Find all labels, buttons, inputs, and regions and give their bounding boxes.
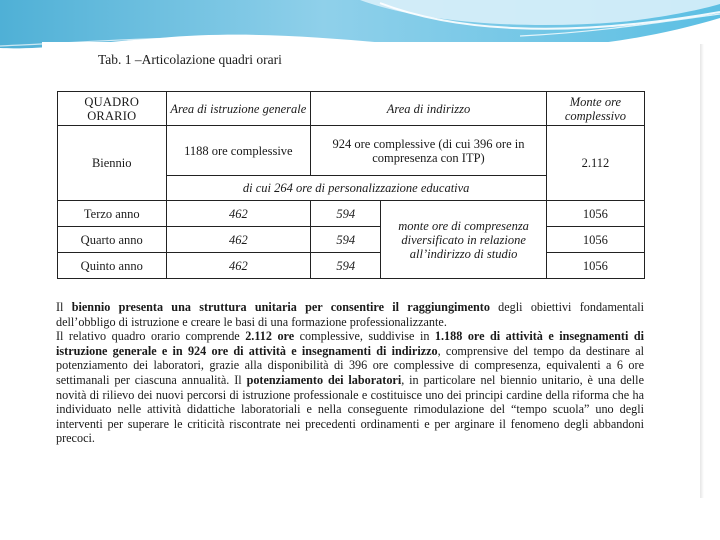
header-area-generale: Area di istruzione generale [166, 92, 311, 126]
quadri-orari-table [57, 91, 645, 279]
bold-span: 2.112 ore [245, 329, 295, 344]
terzo-monte: 1056 [546, 201, 644, 227]
bold-span: biennio presenta una struttura unitaria per consentire il raggiungimento [71, 300, 490, 314]
text-span: complessive, suddivise in [294, 329, 435, 344]
biennio-generale: 1188 ore complessive [166, 126, 311, 176]
quinto-generale: 462 [166, 253, 311, 279]
body-text [56, 300, 644, 446]
quarto-indirizzo: 594 [311, 227, 381, 253]
text-span: Il [56, 300, 72, 314]
text-span: degli obiettivi fondamentali dell’obbligo di istruzione e creare le basi di una formazione professionalizzante. [56, 300, 644, 329]
quinto-indirizzo: 594 [311, 253, 381, 279]
text-span: , in particolare nel biennio unitario, è una delle novità di rilievo dei nuovi percorsi di istruzione professionale e costituisce uno dei principi cardine della riforma che ha individuato nelle attività didattiche laboratoriali e nella conseguente rimodulazione del “tempo scuola” uno degli interventi per superare le criticità riscontrate nei precedenti ordinamenti e per arginare il fenomeno degli abbandoni precoci. [56, 372, 644, 446]
biennio-indirizzo: 924 ore complessive (di cui 396 ore in compresenza con ITP) [311, 126, 547, 176]
header-area-indirizzo: Area di indirizzo [311, 92, 547, 126]
page-shadow [700, 44, 704, 498]
biennio-personalizzazione: di cui 264 ore di personalizzazione educativa [166, 176, 546, 201]
row-label-quinto: Quinto anno [58, 253, 167, 279]
table-row-biennio [58, 126, 645, 176]
quarto-generale: 462 [166, 227, 311, 253]
bold-span: 1.188 ore di attività e insegnamenti di istruzione generale e in 924 ore di attività e insegnamenti di indirizzo [56, 329, 644, 358]
paragraph-biennio [56, 300, 644, 329]
table-row [58, 201, 645, 227]
note-compresenza: monte ore di compresenza diversificato in relazione all’indirizzo di studio [381, 201, 546, 279]
document-page [42, 42, 700, 498]
text-span: Il relativo quadro orario comprende [56, 329, 246, 344]
biennio-monte: 2.112 [546, 126, 644, 201]
terzo-generale: 462 [166, 201, 311, 227]
table-title: Tab. 1 –Articolazione quadri orari [98, 52, 282, 67]
text-span: , comprensive del tempo da destinare al potenziamento dei laboratori, grazie alla disponibilità di 396 ore complessive di compresenza, equivalenti a 6 ore settimanali per ciascuna annualità. Il [56, 343, 644, 387]
table-header-row [58, 92, 645, 126]
table-row [58, 253, 645, 279]
row-label-quarto: Quarto anno [58, 227, 167, 253]
row-label-terzo: Terzo anno [58, 201, 167, 227]
header-monte-ore: Monte ore complessivo [546, 92, 644, 126]
terzo-indirizzo: 594 [311, 201, 381, 227]
header-quadro-orario: QUADRO ORARIO [58, 92, 167, 126]
quinto-monte: 1056 [546, 253, 644, 279]
bold-span: potenziamento dei laboratori [246, 372, 402, 387]
quarto-monte: 1056 [546, 227, 644, 253]
table-row [58, 227, 645, 253]
row-label-biennio: Biennio [58, 126, 167, 201]
paragraph-quadro-orario [56, 329, 644, 446]
